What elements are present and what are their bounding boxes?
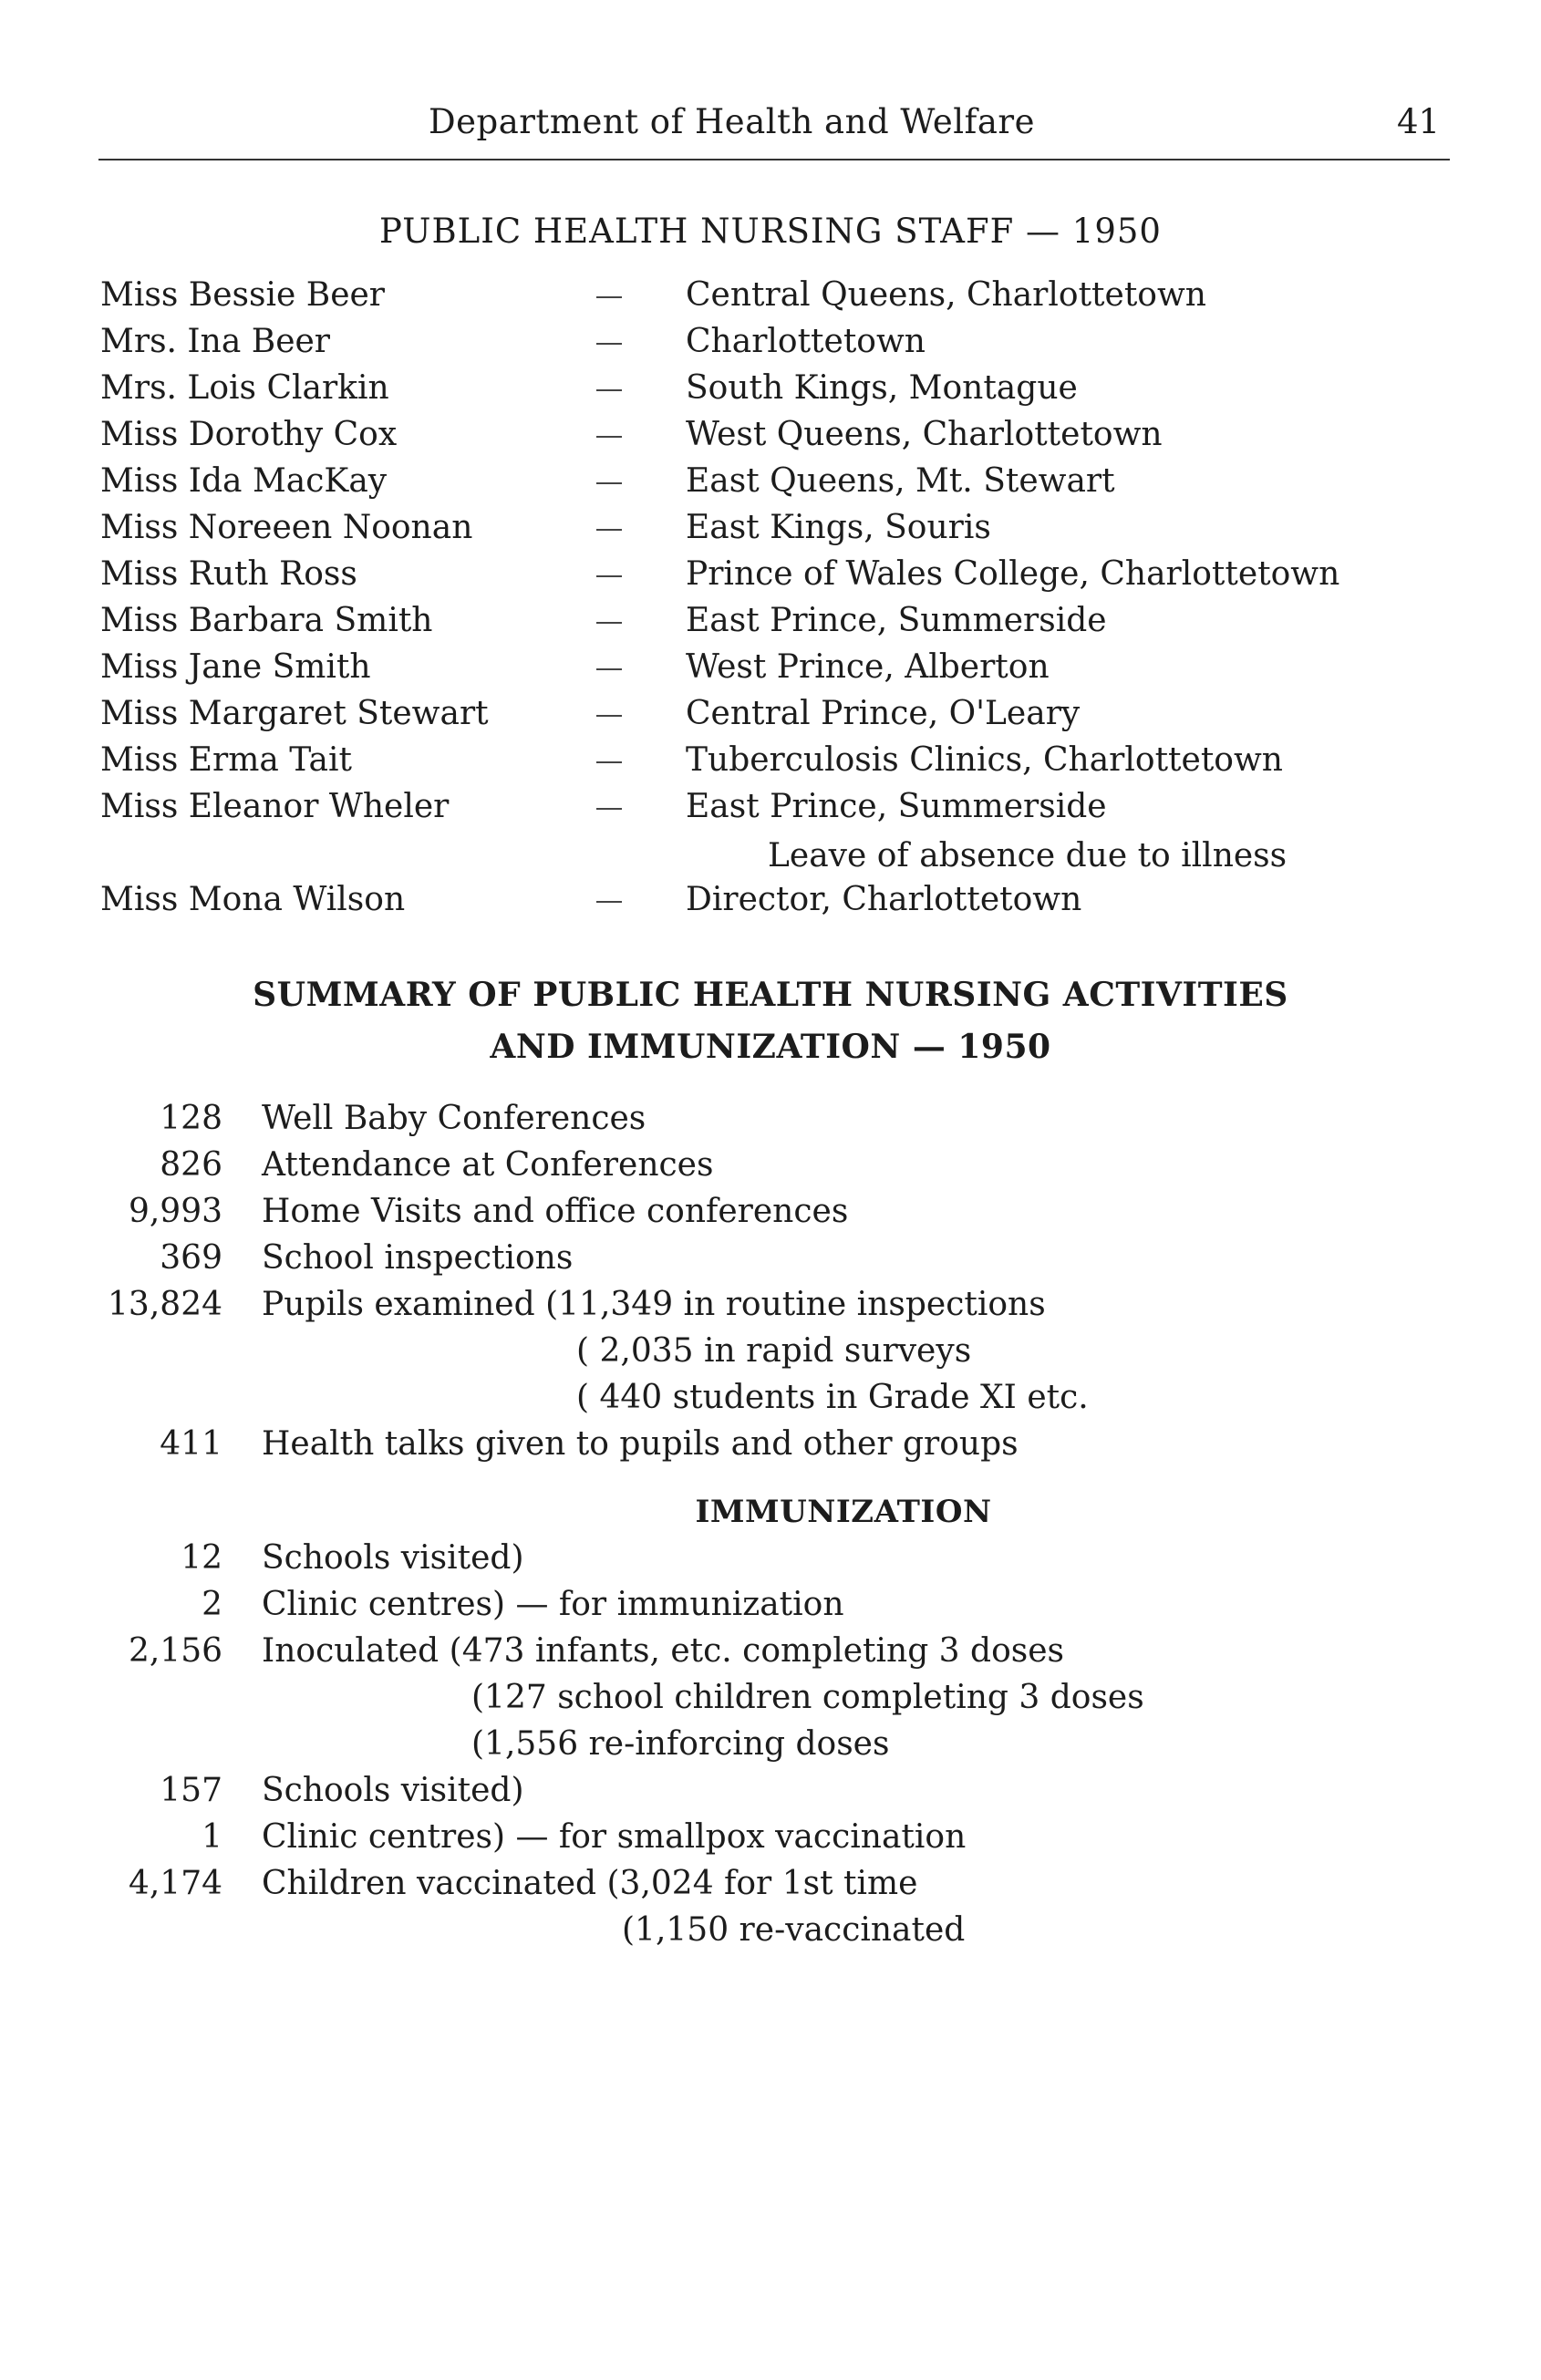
staff-row — [0, 602, 1541, 648]
staff-row — [0, 741, 1541, 788]
immunization-text: Inoculated (473 infants, etc. completing 3 doses — [262, 1632, 1064, 1670]
summary-title-line-2: AND IMMUNIZATION — 1950 — [490, 1028, 1051, 1066]
running-header-title: Department of Health and Welfare — [429, 102, 1035, 141]
staff-location: West Queens, Charlottetown — [686, 416, 1163, 453]
staff-name: Miss Jane Smith — [100, 648, 371, 686]
immunization-row — [0, 1818, 1541, 1865]
staff-row — [0, 462, 1541, 509]
immunization-count: 157 — [160, 1772, 222, 1809]
staff-row — [0, 509, 1541, 555]
leader-dash — [596, 436, 622, 438]
summary-row — [0, 1239, 1541, 1286]
summary-text: Pupils examined (11,349 in routine inspections — [262, 1286, 1046, 1323]
immunization-count: 1 — [202, 1818, 222, 1856]
summary-text: Home Visits and office conferences — [262, 1193, 849, 1230]
leader-dash — [596, 808, 622, 810]
leader-dash — [596, 622, 622, 624]
immunization-text: Children vaccinated (3,024 for 1st time — [262, 1865, 918, 1902]
staff-location: Charlottetown — [686, 323, 926, 360]
immunization-row — [0, 1539, 1541, 1586]
pupils-detail-line: ( 440 students in Grade XI etc. — [576, 1379, 1089, 1416]
leader-dash — [596, 343, 622, 345]
leader-dash — [596, 482, 622, 484]
page-number: 41 — [1397, 102, 1441, 141]
immunization-text: Schools visited) — [262, 1772, 524, 1809]
staff-location: Central Prince, O'Leary — [686, 695, 1081, 732]
vaccinated-detail-line: (1,150 re-vaccinated — [622, 1911, 966, 1949]
summary-row — [0, 1146, 1541, 1193]
staff-row — [0, 881, 1541, 927]
staff-location: East Prince, Summerside — [686, 788, 1107, 825]
staff-row — [0, 695, 1541, 741]
staff-row — [0, 369, 1541, 416]
summary-count: 369 — [160, 1239, 222, 1277]
staff-location: East Queens, Mt. Stewart — [686, 462, 1115, 500]
inoculated-detail-line: (1,556 re-inforcing doses — [471, 1725, 890, 1763]
immunization-row — [0, 1865, 1541, 1911]
immunization-count: 2,156 — [128, 1632, 222, 1670]
summary-text: Well Baby Conferences — [262, 1100, 646, 1137]
staff-row — [0, 323, 1541, 369]
immunization-count: 12 — [181, 1539, 222, 1577]
leader-dash — [596, 296, 622, 298]
staff-name: Miss Dorothy Cox — [100, 416, 398, 453]
staff-location: West Prince, Alberton — [686, 648, 1050, 686]
staff-row — [0, 788, 1541, 834]
inoculated-detail-line: (127 school children completing 3 doses — [471, 1679, 1144, 1716]
summary-text: Attendance at Conferences — [262, 1146, 714, 1184]
staff-name: Miss Ruth Ross — [100, 555, 357, 593]
staff-row — [0, 555, 1541, 602]
leader-dash — [596, 761, 622, 763]
staff-location: East Prince, Summerside — [686, 602, 1107, 639]
leader-dash — [596, 901, 622, 903]
leader-dash — [596, 575, 622, 577]
staff-name: Miss Eleanor Wheler — [100, 788, 450, 825]
leader-dash — [596, 668, 622, 670]
immunization-count: 2 — [202, 1586, 222, 1623]
staff-note: Leave of absence due to illness — [768, 837, 1288, 874]
pupils-detail-line: ( 2,035 in rapid surveys — [576, 1332, 972, 1370]
staff-section-title: PUBLIC HEALTH NURSING STAFF — 1950 — [379, 212, 1162, 251]
summary-row — [0, 1425, 1541, 1472]
summary-title-line-1: SUMMARY OF PUBLIC HEALTH NURSING ACTIVITIES — [253, 976, 1288, 1014]
header-rule — [98, 159, 1450, 160]
staff-location: Central Queens, Charlottetown — [686, 276, 1206, 314]
staff-location: Director, Charlottetown — [686, 881, 1082, 918]
summary-row — [0, 1286, 1541, 1332]
summary-row — [0, 1193, 1541, 1239]
summary-text: School inspections — [262, 1239, 574, 1277]
immunization-row — [0, 1632, 1541, 1679]
immunization-count: 4,174 — [128, 1865, 222, 1902]
staff-row — [0, 648, 1541, 695]
staff-name: Mrs. Lois Clarkin — [100, 369, 389, 407]
immunization-text: Clinic centres) — for smallpox vaccination — [262, 1818, 967, 1856]
staff-location: East Kings, Souris — [686, 509, 991, 546]
summary-count: 128 — [160, 1100, 222, 1137]
staff-location: Prince of Wales College, Charlottetown — [686, 555, 1340, 593]
summary-text: Health talks given to pupils and other groups — [262, 1425, 1019, 1463]
leader-dash — [596, 389, 622, 391]
staff-location: South Kings, Montague — [686, 369, 1078, 407]
staff-name: Miss Erma Tait — [100, 741, 352, 779]
immunization-row — [0, 1772, 1541, 1818]
staff-name: Miss Mona Wilson — [100, 881, 406, 918]
summary-count: 826 — [160, 1146, 222, 1184]
leader-dash — [596, 529, 622, 531]
summary-count: 13,824 — [108, 1286, 222, 1323]
staff-name: Miss Bessie Beer — [100, 276, 386, 314]
summary-count: 411 — [160, 1425, 222, 1463]
immunization-text: Clinic centres) — for immunization — [262, 1586, 844, 1623]
staff-name: Mrs. Ina Beer — [100, 323, 331, 360]
staff-row — [0, 416, 1541, 462]
staff-name: Miss Barbara Smith — [100, 602, 433, 639]
immunization-title: IMMUNIZATION — [695, 1494, 992, 1530]
staff-name: Miss Noreeen Noonan — [100, 509, 473, 546]
staff-name: Miss Margaret Stewart — [100, 695, 489, 732]
immunization-row — [0, 1586, 1541, 1632]
leader-dash — [596, 715, 622, 717]
staff-row — [0, 276, 1541, 323]
summary-row — [0, 1100, 1541, 1146]
summary-count: 9,993 — [128, 1193, 222, 1230]
immunization-text: Schools visited) — [262, 1539, 524, 1577]
staff-name: Miss Ida MacKay — [100, 462, 388, 500]
staff-location: Tuberculosis Clinics, Charlottetown — [686, 741, 1283, 779]
